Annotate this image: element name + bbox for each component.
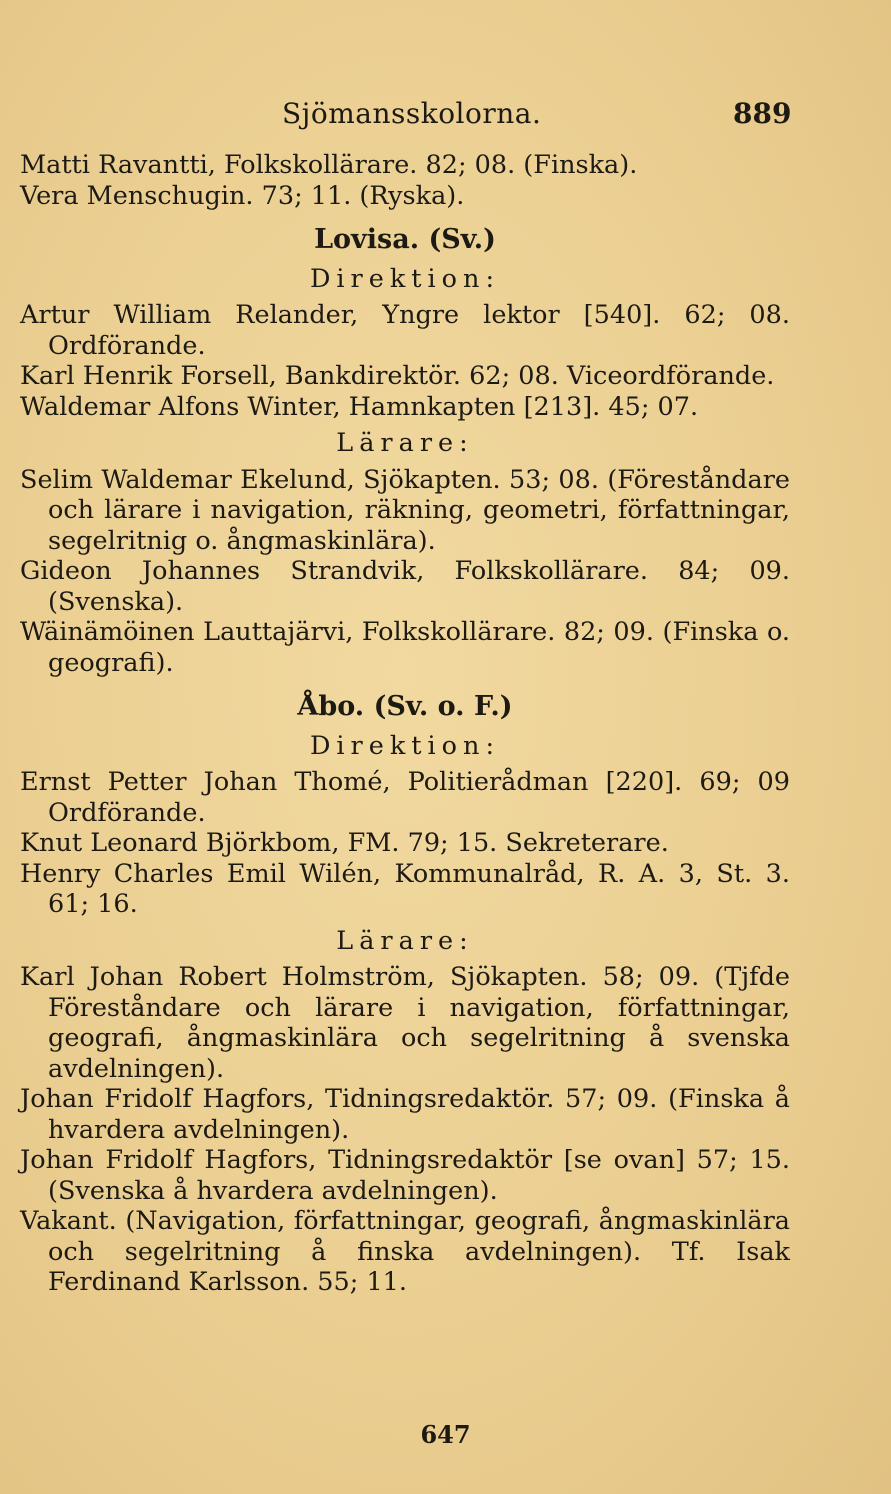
subheading-abo-direktion: Direktion: [309,730,501,761]
subheading-abo-larare: Lärare: [336,925,474,956]
subheading-lovisa-direktion: Direktion: [309,263,501,294]
entry-strandvik: Gideon Johannes Strandvik, Folkskollärare. 84; 09. (Svenska). [20,556,790,617]
entry-lauttajarvi: Wäinämöinen Lauttajärvi, Folkskollärare. 82; 09. (Finska o. geografi). [20,617,790,678]
running-title: Sjömansskolorna. [282,97,542,130]
entry-menschugin: Vera Menschugin. 73; 11. (Ryska). [20,180,465,211]
entry-hagfors-svenska: Johan Fridolf Hagfors, Tidningsredaktör [se ovan] 57; 15. (Svenska å hvardera avdelningen). [20,1145,790,1206]
entry-holmstrom: Karl Johan Robert Holmström, Sjökapten. 58; 09. (Tjfde Föreståndare och lärare i navigation, författningar, geografi, ångmaskinlära och segelritning å svenska avdelningen). [20,962,790,1084]
entry-winter: Waldemar Alfons Winter, Hamnkapten [213]. 45; 07. [20,391,699,422]
sheet-number: 647 [420,1420,471,1449]
entry-forsell: Karl Henrik Forsell, Bankdirektör. 62; 08. Viceordförande. [20,361,775,391]
entry-ekelund: Selim Waldemar Ekelund, Sjökapten. 53; 08. (Föreståndare och lärare i navigation, räkning, geometri, författningar, segelritnig o. ångmaskinlära). [20,464,790,556]
entry-wilen: Henry Charles Emil Wilén, Kommunalråd, R. A. 3, St. 3. 61; 16. [20,858,790,919]
section-heading-lovisa: Lovisa. (Sv.) [314,224,496,255]
page-content [20,150,790,1298]
entry-bjorkbom: Knut Leonard Björkbom, FM. 79; 15. Sekreterare. [20,828,669,858]
entry-ravantti: Matti Ravantti, Folkskollärare. 82; 08. (Finska). [20,150,638,180]
entry-hagfors-finska: Johan Fridolf Hagfors, Tidningsredaktör. 57; 09. (Finska å hvardera avdelningen). [20,1084,790,1145]
section-heading-abo: Åbo. (Sv. o. F.) [297,691,513,722]
page-number: 889 [733,97,792,130]
entry-relander: Artur William Relander, Yngre lektor [540]. 62; 08. Ordförande. [20,300,790,361]
page-header [0,97,891,137]
entry-vakant: Vakant. (Navigation, författningar, geografi, ångmaskinlära och segelritning å finska avdelningen). Tf. Isak Ferdinand Karlsson. 55; 11. [20,1206,790,1297]
subheading-lovisa-larare: Lärare: [336,428,474,458]
entry-thome: Ernst Petter Johan Thomé, Politierådman [220]. 69; 09 Ordförande. [20,767,790,828]
